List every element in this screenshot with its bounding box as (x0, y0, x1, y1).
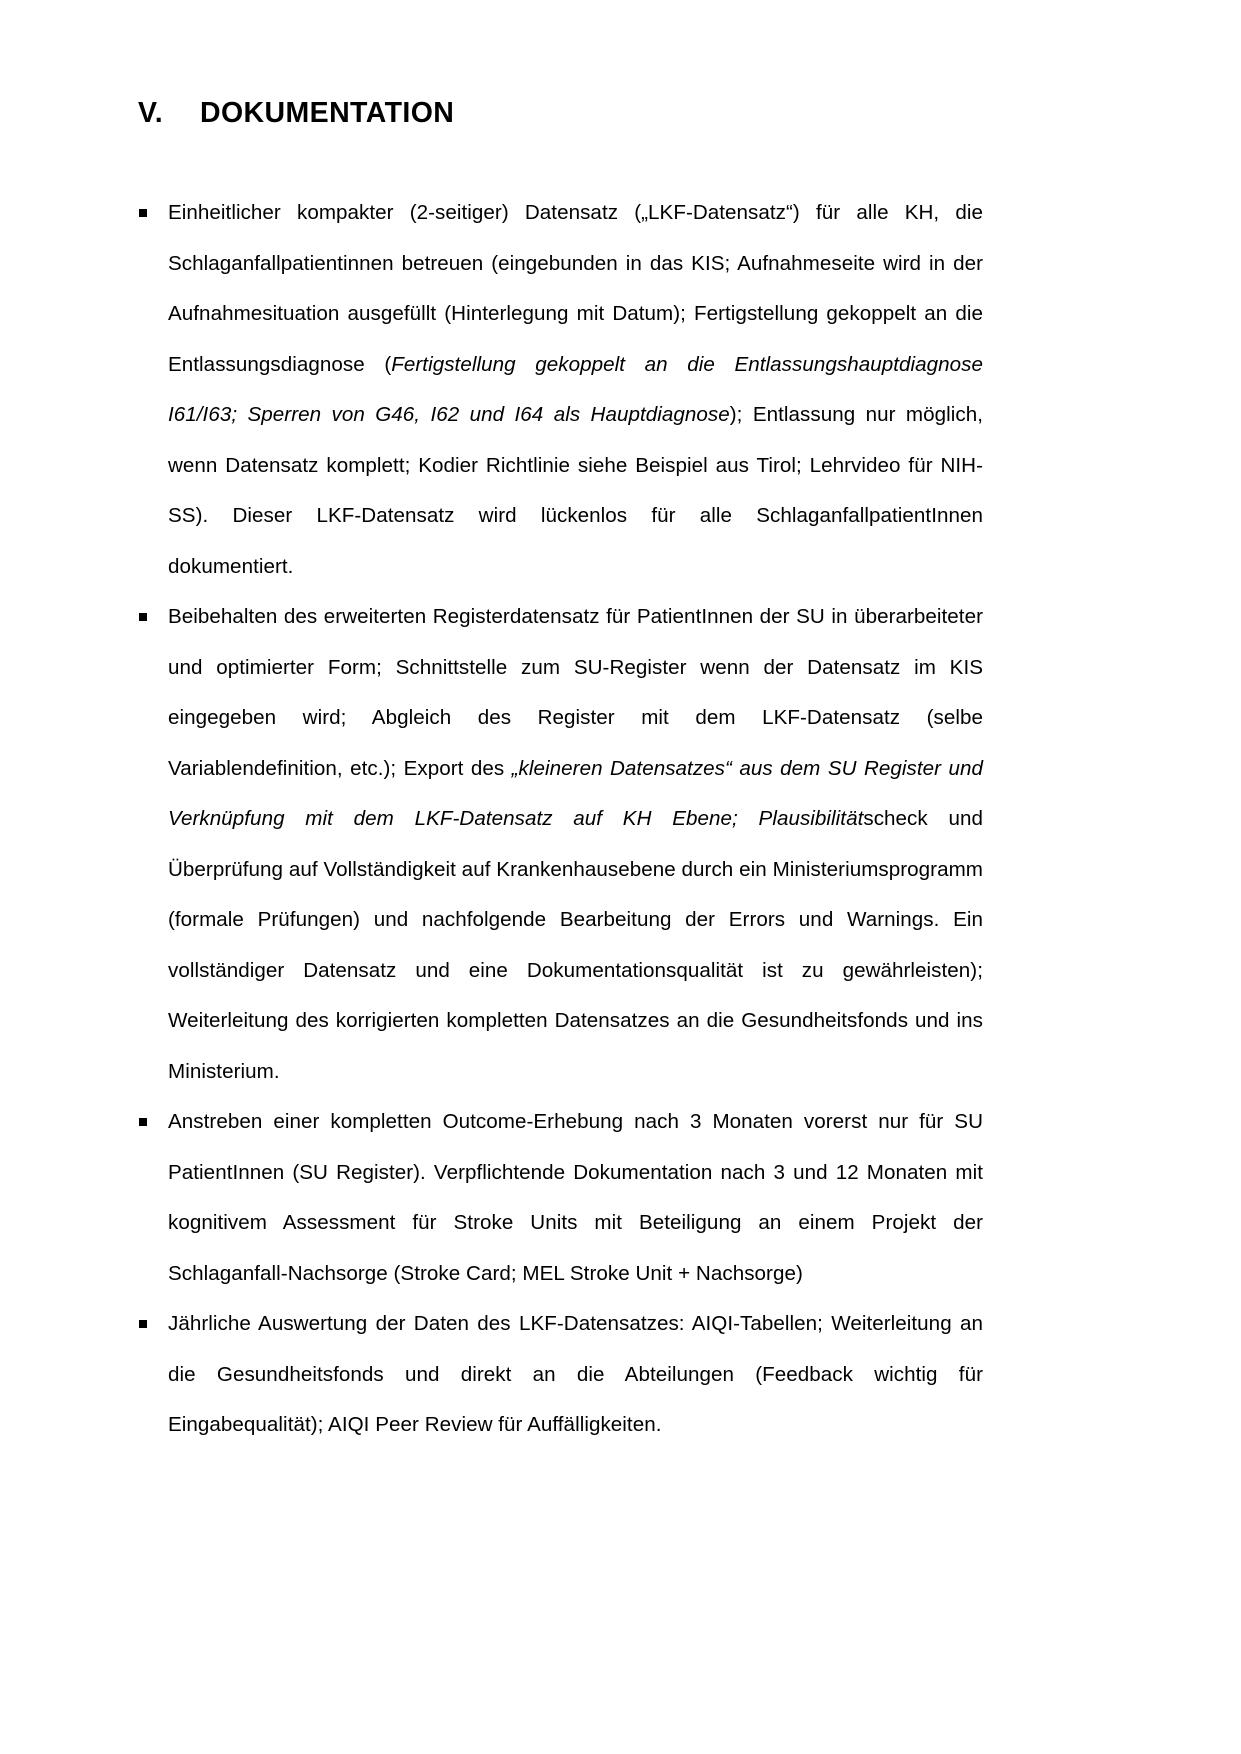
list-item-text (168, 188, 983, 592)
list-item-text (168, 1299, 983, 1451)
square-bullet-icon (139, 613, 147, 621)
list-item-text (168, 592, 983, 1097)
list-item (138, 188, 983, 592)
square-bullet-icon (139, 209, 147, 217)
page-content (138, 96, 983, 1451)
documentation-bullet-list (138, 188, 983, 1451)
square-bullet-icon (139, 1320, 147, 1328)
text-run-italic: „kleineren Datensatzes“ aus dem SU Register und Verknüpfung mit dem LKF-Datensatz auf KH Ebene; Plausibilität (168, 756, 983, 831)
text-run-regular: Beibehalten des erweiterten Registerdatensatz für PatientInnen der SU in überarbeiteter und optimierter Form; Schnittstelle zum SU-Register wenn der Datensatz im KIS eingegeben wird; Abgleich des Register mit dem LKF-Datensatz (selbe Variablendefinition, etc.); Export des (168, 605, 983, 780)
text-run-regular: scheck und Überprüfung auf Vollständigkeit auf Krankenhausebene durch ein Ministeriumsprogramm (formale Prüfungen) und nachfolgende Bearbeitung der Errors und Warnings. Ein vollständiger Datensatz und eine Dokumentationsqualität ist zu gewährleisten); Weiterleitung des korrigierten kompletten Datensatzes an die Gesundheitsfonds und ins Ministerium. (168, 807, 983, 1083)
list-item (138, 1097, 983, 1299)
list-item (138, 1299, 983, 1451)
text-run-regular: Anstreben einer kompletten Outcome-Erhebung nach 3 Monaten vorerst nur für SU PatientInnen (SU Register). Verpflichtende Dokumentation nach 3 und 12 Monaten mit kognitivem Assessment für Stroke Units mit Beteiligung an einem Projekt der Schlaganfall-Nachsorge (Stroke Card; MEL Stroke Unit + Nachsorge) (168, 1110, 983, 1285)
text-run-regular: Einheitlicher kompakter (2-seitiger) Datensatz („LKF-Datensatz“) für alle KH, die Schlaganfallpatientinnen betreuen (eingebunden in das KIS; Aufnahmeseite wird in der Aufnahmesituation ausgefüllt (Hinterlegung mit Datum); Fertigstellung gekoppelt an die Entlassungsdiagnose ( (168, 201, 983, 376)
square-bullet-icon (139, 1118, 147, 1126)
page-title (138, 96, 983, 130)
text-run-italic: Fertigstellung gekoppelt an die Entlassungshauptdiagnose I61/I63; Sperren von G46, I62 und I64 als Hauptdiagnose (168, 352, 983, 427)
page-title-numeral: V. (138, 97, 164, 129)
text-run-regular: ); Entlassung nur möglich, wenn Datensatz komplett; Kodier Richtlinie siehe Beispiel aus Tirol; Lehrvideo für NIH-SS). Dieser LKF-Datensatz wird lückenlos für alle SchlaganfallpatientInnen dokumentiert. (168, 403, 983, 578)
list-item-text (168, 1097, 983, 1299)
list-item (138, 592, 983, 1097)
page-title-text: DOKUMENTATION (200, 97, 455, 129)
text-run-regular: Jährliche Auswertung der Daten des LKF-Datensatzes: AIQI-Tabellen; Weiterleitung an die Gesundheitsfonds und direkt an die Abteilungen (Feedback wichtig für Eingabequalität); AIQI Peer Review für Auffälligkeiten. (168, 1312, 983, 1437)
